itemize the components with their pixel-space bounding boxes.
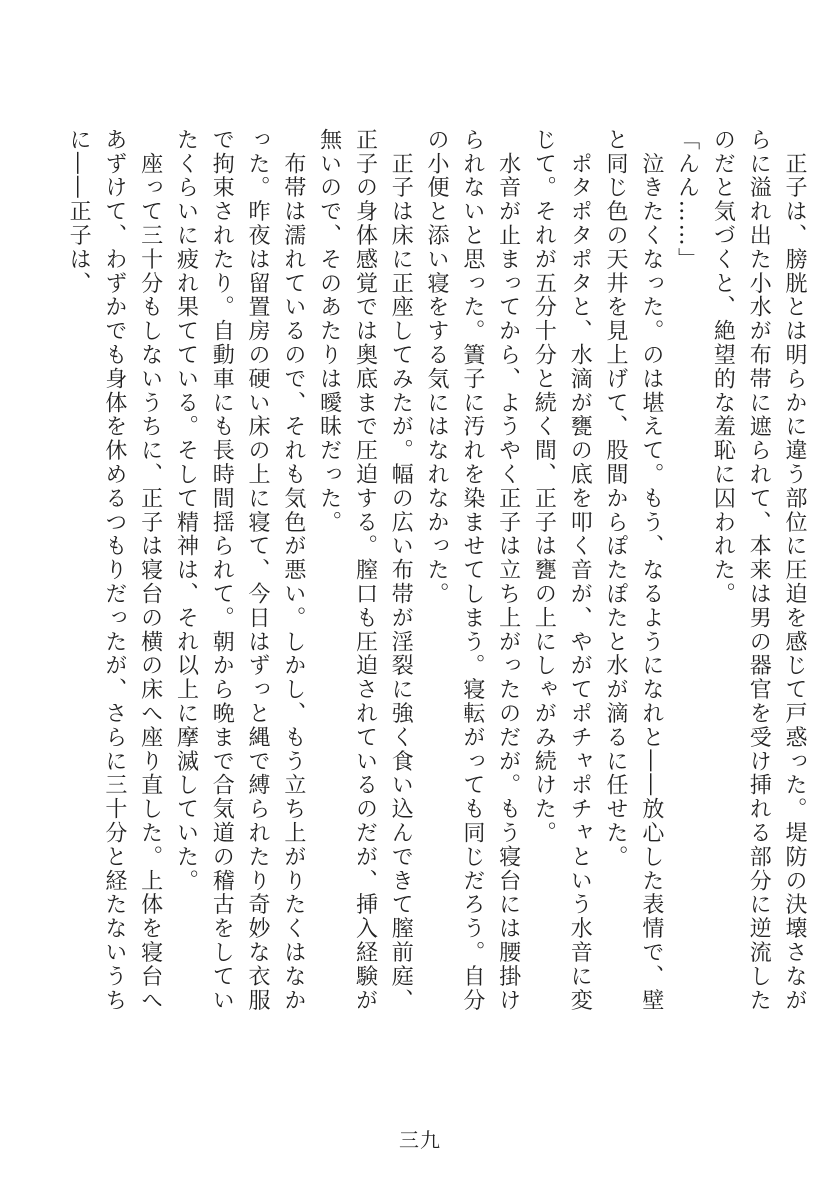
paragraph: 座って三十分もしないうちに、正子は寝台の横の床へ座り直した。上体を寝台へあずけて、わずかでも身体を休めるつもりだったが、さらに三十分と経たないうちに――正子は、 xyxy=(66,128,163,1013)
paragraph: 「んん……」 xyxy=(674,128,700,272)
paragraph: 水音が止まってから、ようやく正子は立ち上がったのだが。もう寝台には腰掛けられないと思った。簀子に汚れを染ませてしまう。寝転がっても同じだろう。自分の小便と添い寝をする気にはなれなかった。 xyxy=(424,128,521,1013)
paragraph: 布帯は濡れているので、それも気色が悪い。しかし、もう立ち上がりたくはなかった。昨夜は留置房の硬い床の上に寝て、今日はずっと縄で縛られたり奇妙な衣服で拘束されたり。自動車にも長時間揺られて。朝から晩まで合気道の稽古をしていたくらいに疲れ果てている。そして精神は、それ以上に摩滅していた。 xyxy=(173,128,306,1013)
paragraph: 正子は、膀胱とは明らかに違う部位に圧迫を感じて戸惑った。堤防の決壊さながらに溢れ出た小水が布帯に遮られて、本来は男の器官を受け挿れる部分に逆流したのだと気づくと、絶望的な羞恥に囚われた。 xyxy=(710,128,807,1013)
body-text xyxy=(22,128,812,1028)
paragraph: 正子は床に正座してみたが。幅の広い布帯が淫裂に強く食い込んできて膣前庭、正子の身体感覚では奥底まで圧迫する。膣口も圧迫されているのだが、挿入経験が無いので、そのあたりは曖昧だった。 xyxy=(316,128,414,1013)
paragraph: ポタポタポタと、水滴が甕の底を叩く音が、やがてポチャポチャという水音に変じて。それが五分十分と続く間、正子は甕の上にしゃがみ続けた。 xyxy=(531,128,593,1013)
paragraph: 泣きたくなった。のは堪えて。もう、なるようになれと――放心した表情で、壁と同じ色の天井を見上げて、股間からぽたぽたと水が滴るに任せた。 xyxy=(603,128,664,1013)
page-number: 三九 xyxy=(399,1128,441,1152)
